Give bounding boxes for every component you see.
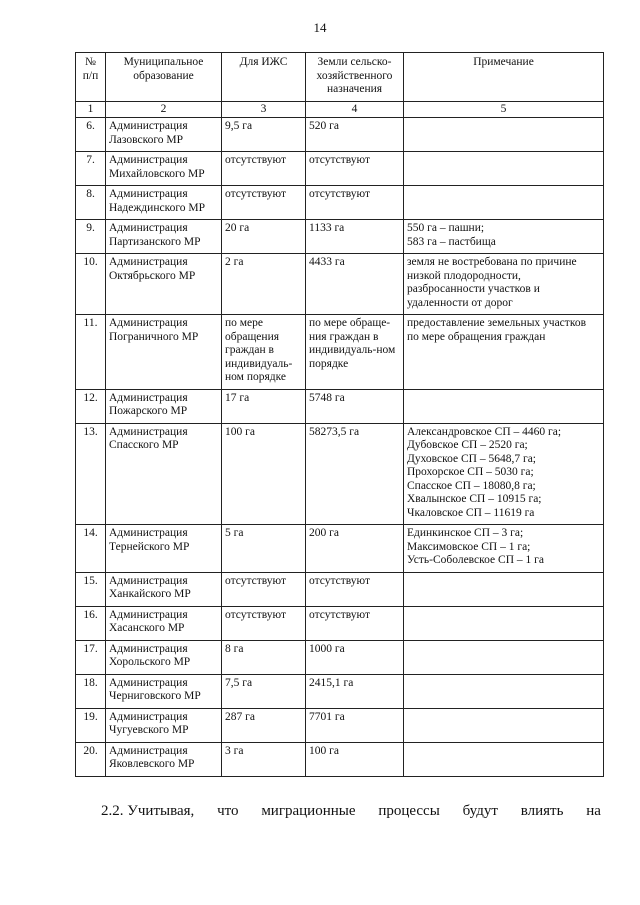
note-cell: [404, 254, 604, 315]
izhs-cell: отсутствуют: [222, 152, 306, 186]
municipality-cell: Администрация Лазовского МР: [106, 118, 222, 152]
municipality-cell: Администрация Михайловского МР: [106, 152, 222, 186]
paragraph-word: процессы: [378, 803, 440, 819]
note-cell: [404, 525, 604, 573]
row-number-cell: 6.: [76, 118, 106, 152]
municipality-cell: Администрация Яковлевского МР: [106, 742, 222, 776]
paragraph-word: 2.2. Учитывая,: [101, 803, 195, 819]
note-cell: [404, 152, 604, 186]
index-cell: 5: [404, 101, 604, 118]
table-row: [76, 572, 604, 606]
agricultural-cell: 200 га: [306, 525, 404, 573]
note-cell: [404, 220, 604, 254]
column-index-row: [76, 101, 604, 118]
note-cell: [404, 118, 604, 152]
agricultural-cell: 5748 га: [306, 389, 404, 423]
table-row: [76, 254, 604, 315]
row-number-cell: 8.: [76, 186, 106, 220]
municipality-cell: Администрация Пожарского МР: [106, 389, 222, 423]
izhs-cell: 3 га: [222, 742, 306, 776]
note-line: 550 га – пашни;: [407, 222, 485, 234]
note-line: 583 га – пастбища: [407, 235, 496, 248]
izhs-cell: 287 га: [222, 708, 306, 742]
note-line: Максимовское СП – 1 га;: [407, 540, 531, 553]
table-row: [76, 525, 604, 573]
paragraph-word: будут: [462, 803, 498, 819]
row-number-cell: 19.: [76, 708, 106, 742]
paragraph-word: на: [586, 803, 601, 819]
municipality-cell: Администрация Чугуевского МР: [106, 708, 222, 742]
izhs-cell: 17 га: [222, 389, 306, 423]
body-paragraph: [101, 803, 601, 820]
municipality-cell: Администрация Ханкайского МР: [106, 572, 222, 606]
table-row: [76, 742, 604, 776]
row-number-cell: 7.: [76, 152, 106, 186]
header-note: Примечание: [404, 53, 604, 102]
table-row: [76, 389, 604, 423]
row-number-cell: 13.: [76, 423, 106, 525]
row-number-cell: 9.: [76, 220, 106, 254]
index-cell: 1: [76, 101, 106, 118]
note-line: Единкинское СП – 3 га;: [407, 527, 524, 539]
table-header-row: [76, 53, 604, 102]
note-cell: [404, 640, 604, 674]
header-municipality: Муниципальное образование: [106, 53, 222, 102]
table-row: [76, 708, 604, 742]
agricultural-cell: по мере обраще-ния граждан в индивидуаль-ном порядке: [306, 315, 404, 390]
note-line: Дубовское СП – 2520 га;: [407, 439, 528, 451]
note-line: Хвалынское СП – 10915 га;: [407, 493, 542, 505]
agricultural-cell: 1133 га: [306, 220, 404, 254]
table-row: [76, 423, 604, 525]
row-number-cell: 14.: [76, 525, 106, 573]
table-row: [76, 118, 604, 152]
table-row: [76, 220, 604, 254]
municipality-cell: Администрация Хорольского МР: [106, 640, 222, 674]
municipality-cell: Администрация Октябрьского МР: [106, 254, 222, 315]
row-number-cell: 10.: [76, 254, 106, 315]
izhs-cell: отсутствуют: [222, 572, 306, 606]
note-line: Чкаловское СП – 11619 га: [407, 506, 535, 519]
index-cell: 2: [106, 101, 222, 118]
note-line: Спасское СП – 18080,8 га;: [407, 479, 536, 492]
row-number-cell: 15.: [76, 572, 106, 606]
table-row: [76, 186, 604, 220]
index-cell: 3: [222, 101, 306, 118]
table-row: [76, 315, 604, 390]
municipality-cell: Администрация Спасского МР: [106, 423, 222, 525]
agricultural-cell: 58273,5 га: [306, 423, 404, 525]
row-number-cell: 17.: [76, 640, 106, 674]
izhs-cell: 7,5 га: [222, 674, 306, 708]
municipality-cell: Администрация Тернейского МР: [106, 525, 222, 573]
agricultural-cell: отсутствуют: [306, 572, 404, 606]
table-row: [76, 674, 604, 708]
note-cell: [404, 606, 604, 640]
agricultural-cell: отсутствуют: [306, 152, 404, 186]
izhs-cell: по мере обращения граждан в индивидуаль-ном порядке: [222, 315, 306, 390]
header-num: № п/п: [76, 53, 106, 102]
table-body: [76, 101, 604, 776]
note-cell: [404, 708, 604, 742]
agricultural-cell: 7701 га: [306, 708, 404, 742]
row-number-cell: 16.: [76, 606, 106, 640]
agricultural-cell: 520 га: [306, 118, 404, 152]
note-cell: [404, 572, 604, 606]
note-cell: [404, 423, 604, 525]
agricultural-cell: 4433 га: [306, 254, 404, 315]
izhs-cell: 9,5 га: [222, 118, 306, 152]
note-cell: [404, 674, 604, 708]
table-row: [76, 152, 604, 186]
izhs-cell: отсутствуют: [222, 606, 306, 640]
paragraph-word: миграционные: [261, 803, 356, 819]
note-line: земля не востребована по причине низкой плодородности, разбросанности участков и удаленности от дорог: [407, 256, 577, 309]
table-row: [76, 640, 604, 674]
table-row: [76, 606, 604, 640]
agricultural-cell: отсутствуют: [306, 186, 404, 220]
note-line: Усть-Соболевское СП – 1 га: [407, 554, 544, 566]
izhs-cell: 100 га: [222, 423, 306, 525]
note-cell: [404, 186, 604, 220]
agricultural-cell: 1000 га: [306, 640, 404, 674]
row-number-cell: 12.: [76, 389, 106, 423]
izhs-cell: 8 га: [222, 640, 306, 674]
header-agricultural: Земли сельско-хозяйственного назначения: [306, 53, 404, 102]
note-line: Александровское СП – 4460 га;: [407, 425, 562, 438]
row-number-cell: 18.: [76, 674, 106, 708]
izhs-cell: отсутствуют: [222, 186, 306, 220]
note-cell: [404, 315, 604, 390]
agricultural-cell: 2415,1 га: [306, 674, 404, 708]
agricultural-cell: отсутствуют: [306, 606, 404, 640]
note-line: Прохорское СП – 5030 га;: [407, 466, 534, 478]
note-line: предоставление земельных участков по мере обращения граждан: [407, 317, 586, 343]
note-line: Духовское СП – 5648,7 га;: [407, 452, 536, 465]
index-cell: 4: [306, 101, 404, 118]
row-number-cell: 20.: [76, 742, 106, 776]
paragraph-word: что: [217, 803, 239, 819]
header-izhs: Для ИЖС: [222, 53, 306, 102]
paragraph-word: влиять: [520, 803, 564, 819]
izhs-cell: 2 га: [222, 254, 306, 315]
izhs-cell: 5 га: [222, 525, 306, 573]
municipality-cell: Администрация Партизанского МР: [106, 220, 222, 254]
land-table: [75, 52, 604, 777]
note-cell: [404, 742, 604, 776]
row-number-cell: 11.: [76, 315, 106, 390]
municipality-cell: Администрация Хасанского МР: [106, 606, 222, 640]
page-number: 14: [313, 20, 327, 35]
izhs-cell: 20 га: [222, 220, 306, 254]
municipality-cell: Администрация Черниговского МР: [106, 674, 222, 708]
note-cell: [404, 389, 604, 423]
municipality-cell: Администрация Надеждинского МР: [106, 186, 222, 220]
agricultural-cell: 100 га: [306, 742, 404, 776]
municipality-cell: Администрация Пограничного МР: [106, 315, 222, 390]
